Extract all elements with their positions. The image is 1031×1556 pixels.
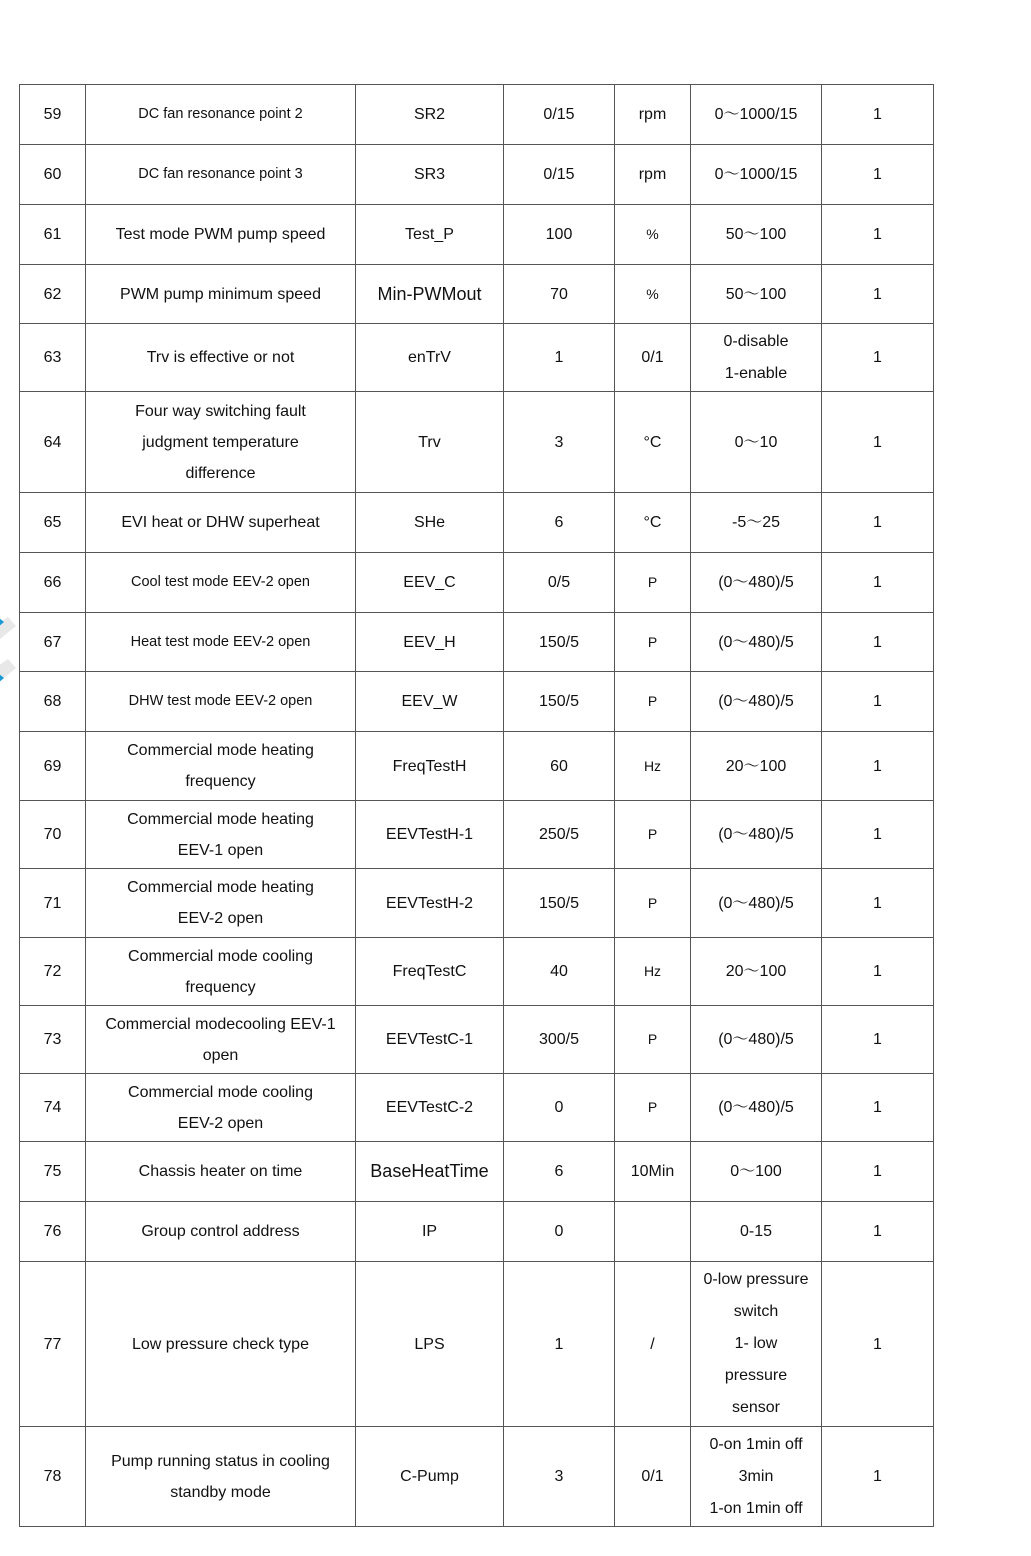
row-number-cell: 60 [20, 145, 86, 205]
default-value-cell: 40 [504, 938, 615, 1006]
parameter-name-cell [86, 265, 356, 324]
parameter-name-cell [86, 1074, 356, 1142]
range-cell [691, 1142, 822, 1202]
step-cell: 1 [822, 869, 934, 938]
step-cell: 1 [822, 553, 934, 613]
step-cell: 1 [822, 613, 934, 672]
row-number-cell: 77 [20, 1262, 86, 1427]
range-cell-line: (0～480)/5 [718, 574, 794, 591]
parameter-code-cell: enTrV [356, 324, 504, 392]
table-row [20, 1142, 934, 1202]
parameter-name-cell-line: Commercial modecooling EEV-1 [105, 1015, 336, 1033]
table-row [20, 869, 934, 938]
default-value-cell: 3 [504, 1427, 615, 1527]
default-value-cell: 1 [504, 1262, 615, 1427]
parameter-name-cell-line: DC fan resonance point 2 [138, 106, 303, 122]
range-cell-line: (0～480)/5 [718, 1099, 794, 1116]
step-cell: 1 [822, 265, 934, 324]
row-number-cell: 65 [20, 493, 86, 553]
range-cell [691, 938, 822, 1006]
parameter-name-cell [86, 869, 356, 938]
parameter-code-cell: EEV_W [356, 672, 504, 732]
range-cell [691, 1074, 822, 1142]
default-value-cell: 0/15 [504, 85, 615, 145]
table-row [20, 145, 934, 205]
range-cell [691, 1262, 822, 1427]
step-cell: 1 [822, 732, 934, 801]
default-value-cell: 150/5 [504, 869, 615, 938]
parameter-name-cell [86, 205, 356, 265]
default-value-cell: 250/5 [504, 801, 615, 869]
table-row [20, 1006, 934, 1074]
unit-cell: P [615, 613, 691, 672]
parameter-name-cell [86, 801, 356, 869]
unit-cell: Hz [615, 732, 691, 801]
range-cell [691, 1202, 822, 1262]
step-cell: 1 [822, 1427, 934, 1527]
parameter-name-cell-line: Trv is effective or not [146, 349, 295, 366]
table-row [20, 1202, 934, 1262]
default-value-cell: 150/5 [504, 613, 615, 672]
range-cell [691, 869, 822, 938]
range-cell [691, 145, 822, 205]
parameter-code-cell: EEV_C [356, 553, 504, 613]
parameter-code-cell: C-Pump [356, 1427, 504, 1527]
table-row [20, 85, 934, 145]
range-cell [691, 1427, 822, 1527]
table-row [20, 672, 934, 732]
table-row [20, 801, 934, 869]
step-cell: 1 [822, 1006, 934, 1074]
step-cell: 1 [822, 145, 934, 205]
parameter-name-cell-line: Low pressure check type [132, 1335, 309, 1353]
range-cell-line: 0～1000/15 [714, 106, 798, 123]
default-value-cell: 6 [504, 1142, 615, 1202]
row-number-cell: 71 [20, 869, 86, 938]
range-cell [691, 1006, 822, 1074]
default-value-cell: 1 [504, 324, 615, 392]
range-cell-line: (0～480)/5 [718, 633, 794, 651]
parameter-code-cell: Min-PWMout [356, 265, 504, 324]
parameter-code-cell: Trv [356, 392, 504, 493]
parameter-name-cell [86, 1142, 356, 1202]
range-cell-line: 3min [738, 1467, 774, 1485]
table-row [20, 732, 934, 801]
row-number-cell: 66 [20, 553, 86, 613]
parameter-name-cell [86, 324, 356, 392]
parameter-name-cell-line: Cool test mode EEV-2 open [131, 574, 310, 590]
range-cell-line: 1- low [734, 1335, 778, 1352]
parameter-code-cell: FreqTestC [356, 938, 504, 1006]
row-number-cell: 78 [20, 1427, 86, 1527]
default-value-cell: 70 [504, 265, 615, 324]
parameter-name-cell [86, 1262, 356, 1427]
parameter-code-cell: EEVTestH-2 [356, 869, 504, 938]
table-row [20, 1074, 934, 1142]
range-cell-line: 20～100 [725, 757, 787, 775]
unit-cell [615, 1202, 691, 1262]
range-cell-line: 50～100 [725, 226, 787, 243]
unit-cell: P [615, 1006, 691, 1074]
parameter-name-cell [86, 732, 356, 801]
range-cell-line: 0-on 1min off [709, 1435, 803, 1453]
step-cell: 1 [822, 324, 934, 392]
parameter-name-cell [86, 1202, 356, 1262]
step-cell: 1 [822, 85, 934, 145]
parameter-name-cell-line: frequency [185, 773, 256, 790]
parameter-code-cell: EEVTestC-1 [356, 1006, 504, 1074]
row-number-cell: 64 [20, 392, 86, 493]
range-cell [691, 392, 822, 493]
parameter-code-cell: LPS [356, 1262, 504, 1427]
parameter-name-cell-line: Commercial mode heating [127, 742, 314, 759]
parameter-name-cell-line: standby mode [170, 1483, 271, 1501]
range-cell [691, 613, 822, 672]
parameter-code-cell: SHe [356, 493, 504, 553]
row-number-cell: 73 [20, 1006, 86, 1074]
range-cell [691, 801, 822, 869]
parameter-name-cell [86, 145, 356, 205]
table-row [20, 265, 934, 324]
parameter-code-cell: Test_P [356, 205, 504, 265]
table-row [20, 324, 934, 392]
parameter-name-cell-line: EVI heat or DHW superheat [121, 514, 320, 531]
parameter-name-cell-line: DC fan resonance point 3 [138, 166, 303, 182]
step-cell: 1 [822, 672, 934, 732]
table-row [20, 938, 934, 1006]
unit-cell: 0/1 [615, 324, 691, 392]
row-number-cell: 67 [20, 613, 86, 672]
parameter-code-cell: EEVTestH-1 [356, 801, 504, 869]
parameter-name-cell [86, 938, 356, 1006]
parameter-name-cell-line: EEV-2 open [177, 910, 264, 927]
unit-cell: P [615, 553, 691, 613]
unit-cell: / [615, 1262, 691, 1427]
parameter-name-cell [86, 672, 356, 732]
parameter-name-cell-line: judgment temperature [142, 433, 299, 451]
row-number-cell: 74 [20, 1074, 86, 1142]
row-number-cell: 72 [20, 938, 86, 1006]
parameter-code-cell: SR2 [356, 85, 504, 145]
parameter-name-cell-line: Chassis heater on time [138, 1163, 303, 1180]
range-cell-line: (0～480)/5 [718, 693, 794, 710]
table-row [20, 1427, 934, 1527]
table-row [20, 205, 934, 265]
parameter-name-cell-line: open [202, 1046, 239, 1064]
step-cell: 1 [822, 205, 934, 265]
range-cell-line: 0～1000/15 [714, 166, 798, 183]
parameter-code-cell: EEVTestC-2 [356, 1074, 504, 1142]
unit-cell: 0/1 [615, 1427, 691, 1527]
unit-cell: % [615, 265, 691, 324]
default-value-cell: 0 [504, 1074, 615, 1142]
row-number-cell: 62 [20, 265, 86, 324]
unit-cell: Hz [615, 938, 691, 1006]
range-cell-line: 0-low pressure [703, 1271, 809, 1288]
parameter-name-cell-line: Commercial mode heating [127, 810, 314, 828]
parameter-name-cell [86, 493, 356, 553]
parameter-name-cell [86, 1427, 356, 1527]
parameter-name-cell-line: PWM pump minimum speed [120, 285, 321, 303]
range-cell [691, 732, 822, 801]
step-cell: 1 [822, 1142, 934, 1202]
step-cell: 1 [822, 801, 934, 869]
default-value-cell: 60 [504, 732, 615, 801]
range-cell-line: pressure [724, 1367, 788, 1384]
range-cell [691, 205, 822, 265]
range-cell [691, 324, 822, 392]
row-number-cell: 70 [20, 801, 86, 869]
range-cell-line: (0～480)/5 [718, 826, 794, 843]
parameter-name-cell-line: Four way switching fault [135, 402, 306, 420]
range-cell-line: switch [733, 1303, 779, 1320]
range-cell [691, 85, 822, 145]
parameter-name-cell [86, 1006, 356, 1074]
range-cell-line: 1-enable [724, 364, 788, 382]
parameter-name-cell-line: difference [185, 464, 256, 482]
parameter-table [19, 84, 934, 1527]
default-value-cell: 3 [504, 392, 615, 493]
parameter-name-cell-line: DHW test mode EEV-2 open [128, 693, 313, 709]
range-cell-line: (0～480)/5 [718, 894, 794, 912]
default-value-cell: 300/5 [504, 1006, 615, 1074]
range-cell-line: -5～25 [731, 514, 781, 531]
unit-cell: 10Min [615, 1142, 691, 1202]
parameter-code-cell: EEV_H [356, 613, 504, 672]
step-cell: 1 [822, 493, 934, 553]
parameter-name-cell [86, 392, 356, 493]
default-value-cell: 6 [504, 493, 615, 553]
unit-cell: % [615, 205, 691, 265]
table-row [20, 553, 934, 613]
default-value-cell: 100 [504, 205, 615, 265]
row-number-cell: 75 [20, 1142, 86, 1202]
range-cell [691, 493, 822, 553]
parameter-name-cell-line: Heat test mode EEV-2 open [130, 633, 311, 650]
row-number-cell: 61 [20, 205, 86, 265]
parameter-code-cell: IP [356, 1202, 504, 1262]
table-row [20, 613, 934, 672]
unit-cell: °C [615, 392, 691, 493]
range-cell-line: sensor [731, 1399, 781, 1416]
range-cell-line: 50～100 [725, 285, 787, 303]
range-cell-line: 0～10 [734, 433, 778, 451]
range-cell [691, 265, 822, 324]
step-cell: 1 [822, 938, 934, 1006]
default-value-cell: 150/5 [504, 672, 615, 732]
parameter-name-cell-line: Group control address [141, 1223, 300, 1240]
default-value-cell: 0/5 [504, 553, 615, 613]
row-number-cell: 68 [20, 672, 86, 732]
unit-cell: rpm [615, 145, 691, 205]
table-row [20, 493, 934, 553]
unit-cell: P [615, 801, 691, 869]
range-cell-line: 1-on 1min off [709, 1499, 803, 1517]
step-cell: 1 [822, 1202, 934, 1262]
parameter-name-cell-line: Commercial mode cooling [128, 947, 313, 965]
table-row [20, 392, 934, 493]
parameter-name-cell-line: EEV-1 open [177, 841, 264, 859]
range-cell-line: 0-disable [723, 332, 789, 350]
row-number-cell: 63 [20, 324, 86, 392]
row-number-cell: 69 [20, 732, 86, 801]
range-cell-line: 0-15 [739, 1222, 773, 1240]
range-cell [691, 553, 822, 613]
parameter-name-cell-line: Commercial mode cooling [128, 1083, 313, 1101]
parameter-name-cell-line: Commercial mode heating [127, 879, 314, 896]
parameter-name-cell [86, 553, 356, 613]
parameter-name-cell [86, 85, 356, 145]
table-row [20, 1262, 934, 1427]
step-cell: 1 [822, 392, 934, 493]
parameter-code-cell: FreqTestH [356, 732, 504, 801]
parameter-code-cell: SR3 [356, 145, 504, 205]
parameter-name-cell-line: Pump running status in cooling [111, 1452, 330, 1470]
range-cell-line: 0～100 [730, 1163, 782, 1180]
range-cell-line: (0～480)/5 [718, 1031, 794, 1048]
unit-cell: P [615, 1074, 691, 1142]
unit-cell: P [615, 672, 691, 732]
parameter-name-cell-line: EEV-2 open [177, 1114, 264, 1132]
default-value-cell: 0 [504, 1202, 615, 1262]
range-cell [691, 672, 822, 732]
default-value-cell: 0/15 [504, 145, 615, 205]
parameter-name-cell-line: Test mode PWM pump speed [115, 226, 326, 243]
unit-cell: P [615, 869, 691, 938]
parameter-name-cell-line: frequency [185, 978, 256, 996]
parameter-code-cell: BaseHeatTime [356, 1142, 504, 1202]
row-number-cell: 59 [20, 85, 86, 145]
unit-cell: rpm [615, 85, 691, 145]
parameter-name-cell [86, 613, 356, 672]
unit-cell: °C [615, 493, 691, 553]
step-cell: 1 [822, 1262, 934, 1427]
row-number-cell: 76 [20, 1202, 86, 1262]
range-cell-line: 20～100 [725, 963, 787, 980]
step-cell: 1 [822, 1074, 934, 1142]
